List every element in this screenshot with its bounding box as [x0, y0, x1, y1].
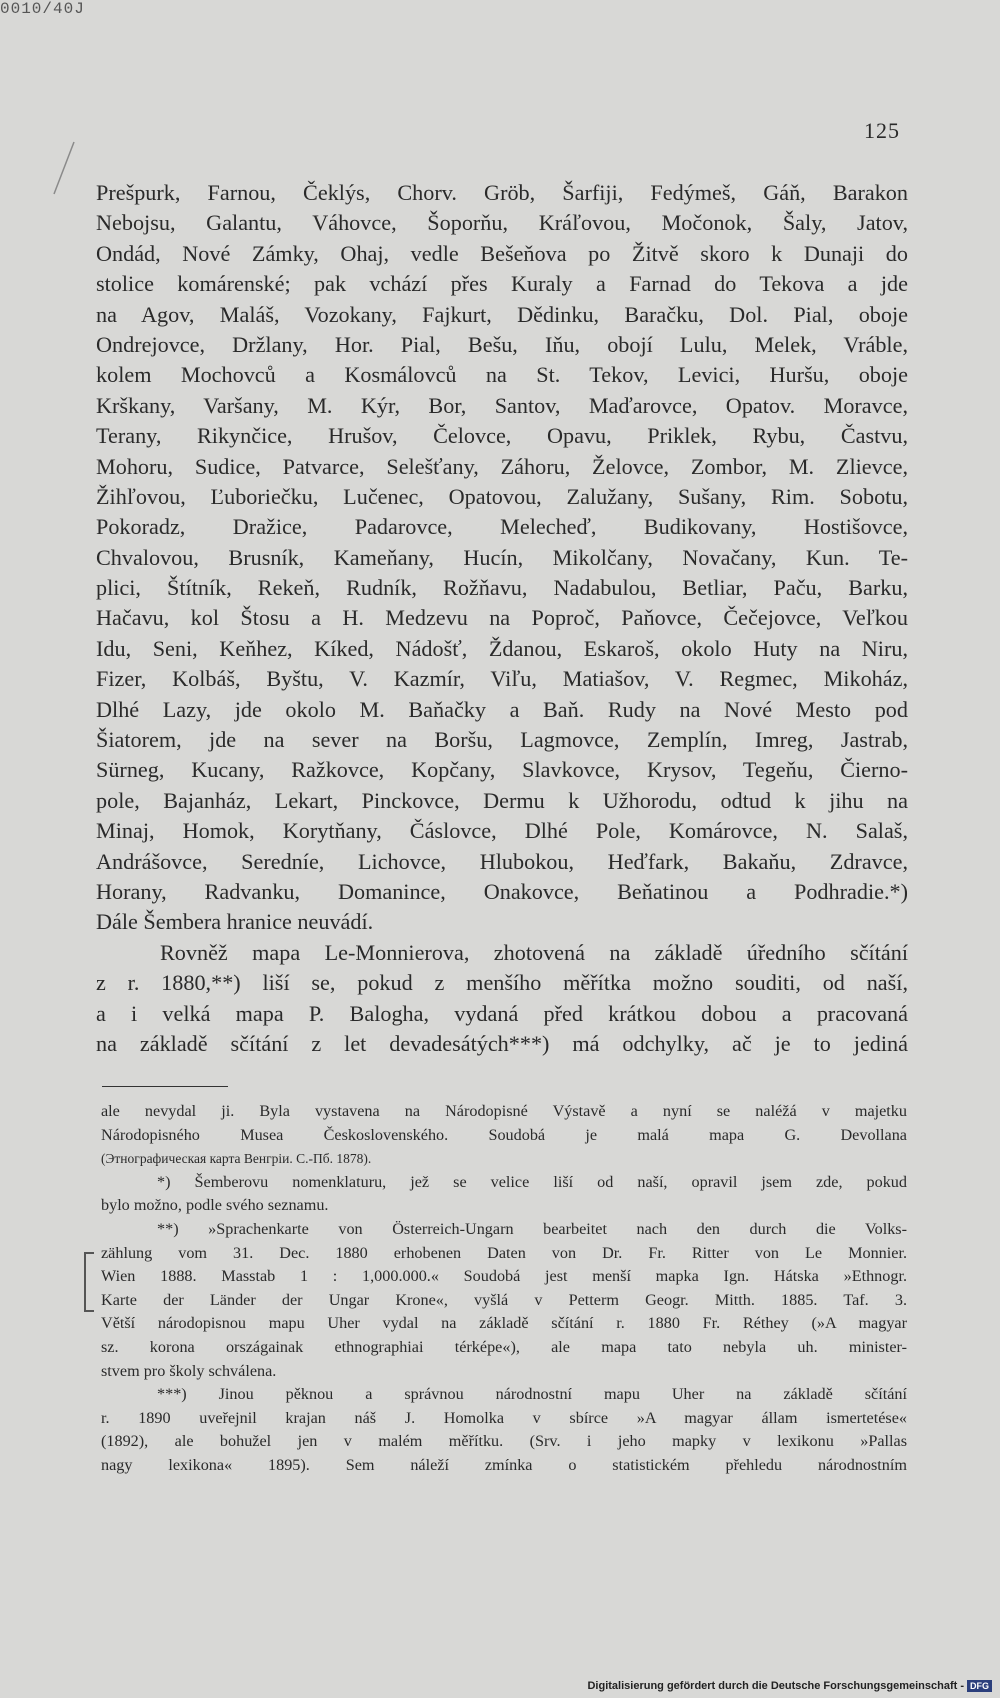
- footnote-line: (Этнографическая карта Венгрiи. С.-Пб. 1878).: [101, 1151, 372, 1167]
- digitization-credit: [587, 1680, 992, 1692]
- text-line: Terany, Rikynčice, Hrušov, Čelovce, Opavu, Priklek, Rybu, Častvu,: [96, 423, 908, 449]
- main-text: [96, 178, 908, 1059]
- text-line: Dlhé Lazy, jde okolo M. Baňačky a Baň. Rudy na Nové Mesto pod: [96, 696, 908, 722]
- text-line: Idu, Seni, Keňhez, Kíked, Nádošť, Ždanou, Eskaroš, okolo Huty na Niru,: [96, 635, 908, 661]
- footnote-line: *) Šemberovu nomenklaturu, jež se velice liší od naší, opravil jsem zde, pokud: [157, 1172, 907, 1191]
- text-line: Horany, Radvanku, Domanince, Onakovce, Beňatinou a Podhradie.*): [96, 878, 908, 904]
- dfg-logo: DFG: [967, 1680, 992, 1692]
- pencil-mark: [48, 140, 78, 200]
- footnote-line: r. 1890 uveřejnil krajan náš J. Homolka v sbírce »A magyar állam ismertetése«: [101, 1408, 907, 1427]
- text-line: Šiatorem, jde na sever na Boršu, Lagmovce, Zemplín, Imreg, Jastrab,: [96, 727, 908, 753]
- text-line: Krškany, Varšany, M. Kýr, Bor, Santov, Maďarovce, Opatov. Moravce,: [96, 392, 908, 418]
- text-line: Minaj, Homok, Korytňany, Čáslovce, Dlhé Pole, Komárovce, N. Salaš,: [96, 818, 908, 844]
- text-line: z r. 1880,**) liší se, pokud z menšího měřítka možno souditi, od naší,: [96, 970, 908, 996]
- footnote-line: zählung vom 31. Dec. 1880 erhobenen Daten von Dr. Fr. Ritter von Le Monnier.: [101, 1243, 907, 1262]
- text-line: Mohoru, Sudice, Patvarce, Selešťany, Záhoru, Želovce, Zombor, M. Zlievce,: [96, 453, 908, 479]
- footnote-line: nagy lexikona« 1895). Sem náleží zmínka o statistickém přehledu národnostním: [101, 1455, 907, 1474]
- footnote-line: **) »Sprachenkarte von Österreich-Ungarn bearbeitet nach den durch die Volks-: [157, 1219, 907, 1238]
- text-line: Ondrejovce, Držlany, Hor. Pial, Bešu, Iňu, obojí Lulu, Melek, Vráble,: [96, 331, 908, 357]
- footnote-line: Wien 1888. Masstab 1 : 1,000.000.« Soudobá jest menší mapka Ign. Hátska »Ethnogr.: [101, 1267, 907, 1286]
- text-line: Žihľovou, Ľuboriečku, Lučenec, Opatovou, Zalužany, Sušany, Rim. Sobotu,: [96, 483, 908, 509]
- margin-bracket: [84, 1252, 94, 1312]
- footnote-line: Karte der Länder der Ungar Krone«, vyšlá v Petterm Geogr. Mitth. 1885. Taf. 3.: [101, 1290, 907, 1309]
- footnote-line: ale nevydal ji. Byla vystavena na Národopisné Výstavě a nyní se naléžá v majetku: [101, 1102, 907, 1120]
- text-line: a i velká mapa P. Balogha, vydaná před krátkou dobou a pracovaná: [96, 1000, 908, 1026]
- footnote-line: (1892), ale bohužel jen v malém měřítku. (Srv. i jeho mapky v lexikonu »Pallas: [101, 1432, 907, 1451]
- text-line: Prešpurk, Farnou, Čeklýs, Chorv. Gröb, Šarfiji, Fedýmeš, Gáň, Barakon: [96, 180, 908, 205]
- text-line: Dále Šembera hranice neuvádí.: [96, 909, 374, 935]
- text-line: Fizer, Kolbáš, Byštu, V. Kazmír, Viľu, Matiašov, V. Regmec, Mikoház,: [96, 666, 908, 692]
- text-line: Andrášovce, Seredníe, Lichovce, Hlubokou, Heďfark, Bakaňu, Zdravce,: [96, 848, 908, 874]
- text-line: Nebojsu, Galantu, Váhovce, Šoporňu, Kráľovou, Močonok, Šaly, Jatov,: [96, 210, 908, 236]
- footnote-line: bylo možno, podle svého seznamu.: [101, 1196, 329, 1215]
- text-line: plici, Štítník, Rekeň, Rudník, Rožňavu, Nadabulou, Betliar, Paču, Barku,: [96, 575, 908, 601]
- text-line: Hačavu, kol Štosu a H. Medzevu na Poproč, Paňovce, Čečejovce, Veľkou: [96, 605, 908, 631]
- footnote-line: ***) Jinou pěknou a správnou národnostní mapu Uher na základě sčítání: [157, 1385, 907, 1404]
- scan-marker: 0010/40J: [0, 0, 85, 18]
- text-line: Sürneg, Kucany, Ražkovce, Kopčany, Slavkovce, Krysov, Tegeňu, Čierno-: [96, 757, 908, 783]
- footnotes: [101, 1100, 907, 1478]
- text-line: na základě sčítání z let devadesátých***) má odchylky, ač je to jediná: [96, 1030, 908, 1056]
- text-line: Pokoradz, Dražice, Padarovce, Melecheď, Budikovany, Hostišovce,: [96, 514, 908, 540]
- credit-text: Digitalisierung gefördert durch die Deutsche Forschungsgemeinschaft -: [587, 1680, 964, 1692]
- text-line: Chvalovou, Brusník, Kameňany, Hucín, Mikolčany, Novačany, Kun. Te-: [96, 544, 908, 570]
- text-line: kolem Mochovců a Kosmálovců na St. Tekov, Levici, Huršu, oboje: [96, 362, 908, 388]
- text-line: na Agov, Maláš, Vozokany, Fajkurt, Dědinku, Baračku, Dol. Pial, oboje: [96, 301, 908, 327]
- footnote-line: sz. korona országainak ethnographiai térképe«), ale mapa tato nebyla uh. minister-: [101, 1337, 907, 1356]
- text-line: Ondád, Nové Zámky, Ohaj, vedle Bešeňova po Žitvě skoro k Dunaji do: [96, 240, 908, 266]
- footnote-line: Větší národopisnou mapu Uher vydal na základě sčítání r. 1880 Fr. Réthey (»A magyar: [101, 1314, 907, 1333]
- footnote-line: Národopisného Musea Československého. Soudobá je malá mapa G. Devollana: [101, 1125, 907, 1144]
- text-line: pole, Bajanház, Lekart, Pinckovce, Dermu k Užhorodu, odtud k jihu na: [96, 787, 908, 813]
- footnote-line: stvem pro školy schválena.: [101, 1361, 277, 1380]
- text-line: Rovněž mapa Le-Monnierova, zhotovená na základě úředního sčítání: [160, 939, 908, 965]
- text-line: stolice komárenské; pak vchází přes Kuraly a Farnad do Tekova a jde: [96, 271, 908, 297]
- page-number: 125: [864, 118, 900, 143]
- footnote-rule: [102, 1086, 228, 1087]
